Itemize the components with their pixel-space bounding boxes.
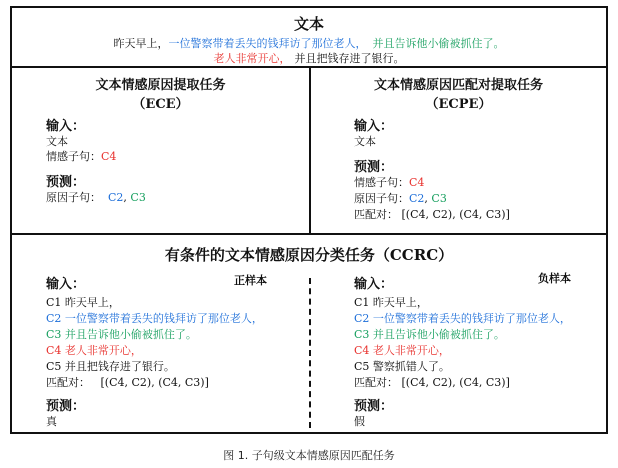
ccrc-pos-clause: C3 并且告诉他小偷被抓住了。 xyxy=(46,328,197,341)
ccrc-neg-pairs: [(C4, C2), (C4, C3)] xyxy=(401,376,510,389)
ccrc-pos-predict-value: 真 xyxy=(46,415,57,428)
text-segment: 老人非常开心， xyxy=(213,52,291,65)
ece-predict-label: 预测： xyxy=(46,175,86,190)
ece-emotion-label: 情感子句： xyxy=(46,150,101,163)
ccrc-title: 有条件的文本情感原因分类任务（CCRC） xyxy=(164,246,454,264)
ccrc-pos-tag: 正样本 xyxy=(234,274,267,287)
text-line-1 xyxy=(12,35,606,51)
ecpe-emotion-value: C4 xyxy=(409,176,425,189)
ecpe-pair-line xyxy=(354,206,510,222)
ccrc-neg-clause: C4 老人非常开心， xyxy=(354,344,450,357)
ccrc-pos-clause: C1 昨天早上， xyxy=(46,296,120,309)
ece-input-text: 文本 xyxy=(46,135,68,148)
ccrc-pos-clause: C4 老人非常开心， xyxy=(46,344,142,357)
ece-cause-value: C3 xyxy=(130,191,146,204)
ccrc-neg-clause: C1 昨天早上， xyxy=(354,296,428,309)
ecpe-emotion-label: 情感子句： xyxy=(354,176,409,189)
ece-cause-label: 原因子句： xyxy=(46,191,101,204)
ecpe-emotion-line xyxy=(354,174,424,190)
ccrc-neg-clause: C3 并且告诉他小偷被抓住了。 xyxy=(354,328,505,341)
ece-title: 文本情感原因提取任务 xyxy=(95,78,226,93)
figure-caption: 图 1. 子句级文本情感原因匹配任务 xyxy=(223,449,395,462)
text-segment: 一位警察带着丢失的钱拜访了那位老人， xyxy=(168,37,367,50)
ecpe-cause-separator: , xyxy=(424,192,432,205)
text-section-title: 文本 xyxy=(293,15,324,33)
ccrc-pos-pair-label: 匹配对： xyxy=(46,376,90,389)
ccrc-pos-pairs: [(C4, C2), (C4, C3)] xyxy=(100,376,209,389)
ccrc-neg-input-label: 输入： xyxy=(354,277,394,292)
ece-input-label: 输入： xyxy=(46,119,86,134)
ccrc-neg-pair-label: 匹配对： xyxy=(354,376,398,389)
text-line-2 xyxy=(12,50,606,66)
ecpe-pairs: [(C4, C2), (C4, C3)] xyxy=(401,208,510,221)
ccrc-pos-predict-label: 预测： xyxy=(46,399,86,414)
text-segment: 昨天早上， xyxy=(113,37,169,50)
ecpe-input-text: 文本 xyxy=(354,135,376,148)
ccrc-neg-predict-value: 假 xyxy=(354,415,365,428)
ccrc-neg-clause: C5 警察抓错人了。 xyxy=(354,360,450,373)
ecpe-predict-label: 预测： xyxy=(354,160,394,175)
ece-cause-separator: , xyxy=(123,191,131,204)
ccrc-neg-tag: 负样本 xyxy=(538,272,571,285)
ece-emotion-line xyxy=(46,148,116,164)
ccrc-pos-clause: C5 并且把钱存进了银行。 xyxy=(46,360,175,373)
ccrc-pos-input-label: 输入： xyxy=(46,277,86,292)
text-segment: 并且告诉他小偷被抓住了。 xyxy=(372,37,505,50)
ecpe-cause-label: 原因子句： xyxy=(354,192,409,205)
ccrc-pos-clause: C2 一位警察带着丢失的钱拜访了那位老人， xyxy=(46,312,263,325)
ecpe-pair-label: 匹配对： xyxy=(354,208,398,221)
ece-emotion-value: C4 xyxy=(101,150,117,163)
text-segment: 并且把钱存进了银行。 xyxy=(294,52,405,65)
ccrc-neg-predict-label: 预测： xyxy=(354,399,394,414)
ecpe-cause-line xyxy=(354,190,447,206)
ece-cause-line xyxy=(46,189,146,205)
ccrc-neg-pair-line xyxy=(354,374,510,390)
ecpe-input-label: 输入： xyxy=(354,119,394,134)
ccrc-pos-pair-line xyxy=(46,374,209,390)
diagram-frame xyxy=(10,6,608,434)
ccrc-neg-clause: C2 一位警察带着丢失的钱拜访了那位老人， xyxy=(354,312,571,325)
ecpe-cause-value: C3 xyxy=(431,192,447,205)
ecpe-subtitle: （ECPE） xyxy=(425,97,492,112)
ece-cause-value: C2 xyxy=(108,191,124,204)
ecpe-title: 文本情感原因匹配对提取任务 xyxy=(373,78,543,93)
divider-dashed xyxy=(309,278,311,428)
divider-middle xyxy=(12,233,606,235)
ecpe-cause-value: C2 xyxy=(409,192,425,205)
ece-subtitle: （ECE） xyxy=(132,97,189,112)
